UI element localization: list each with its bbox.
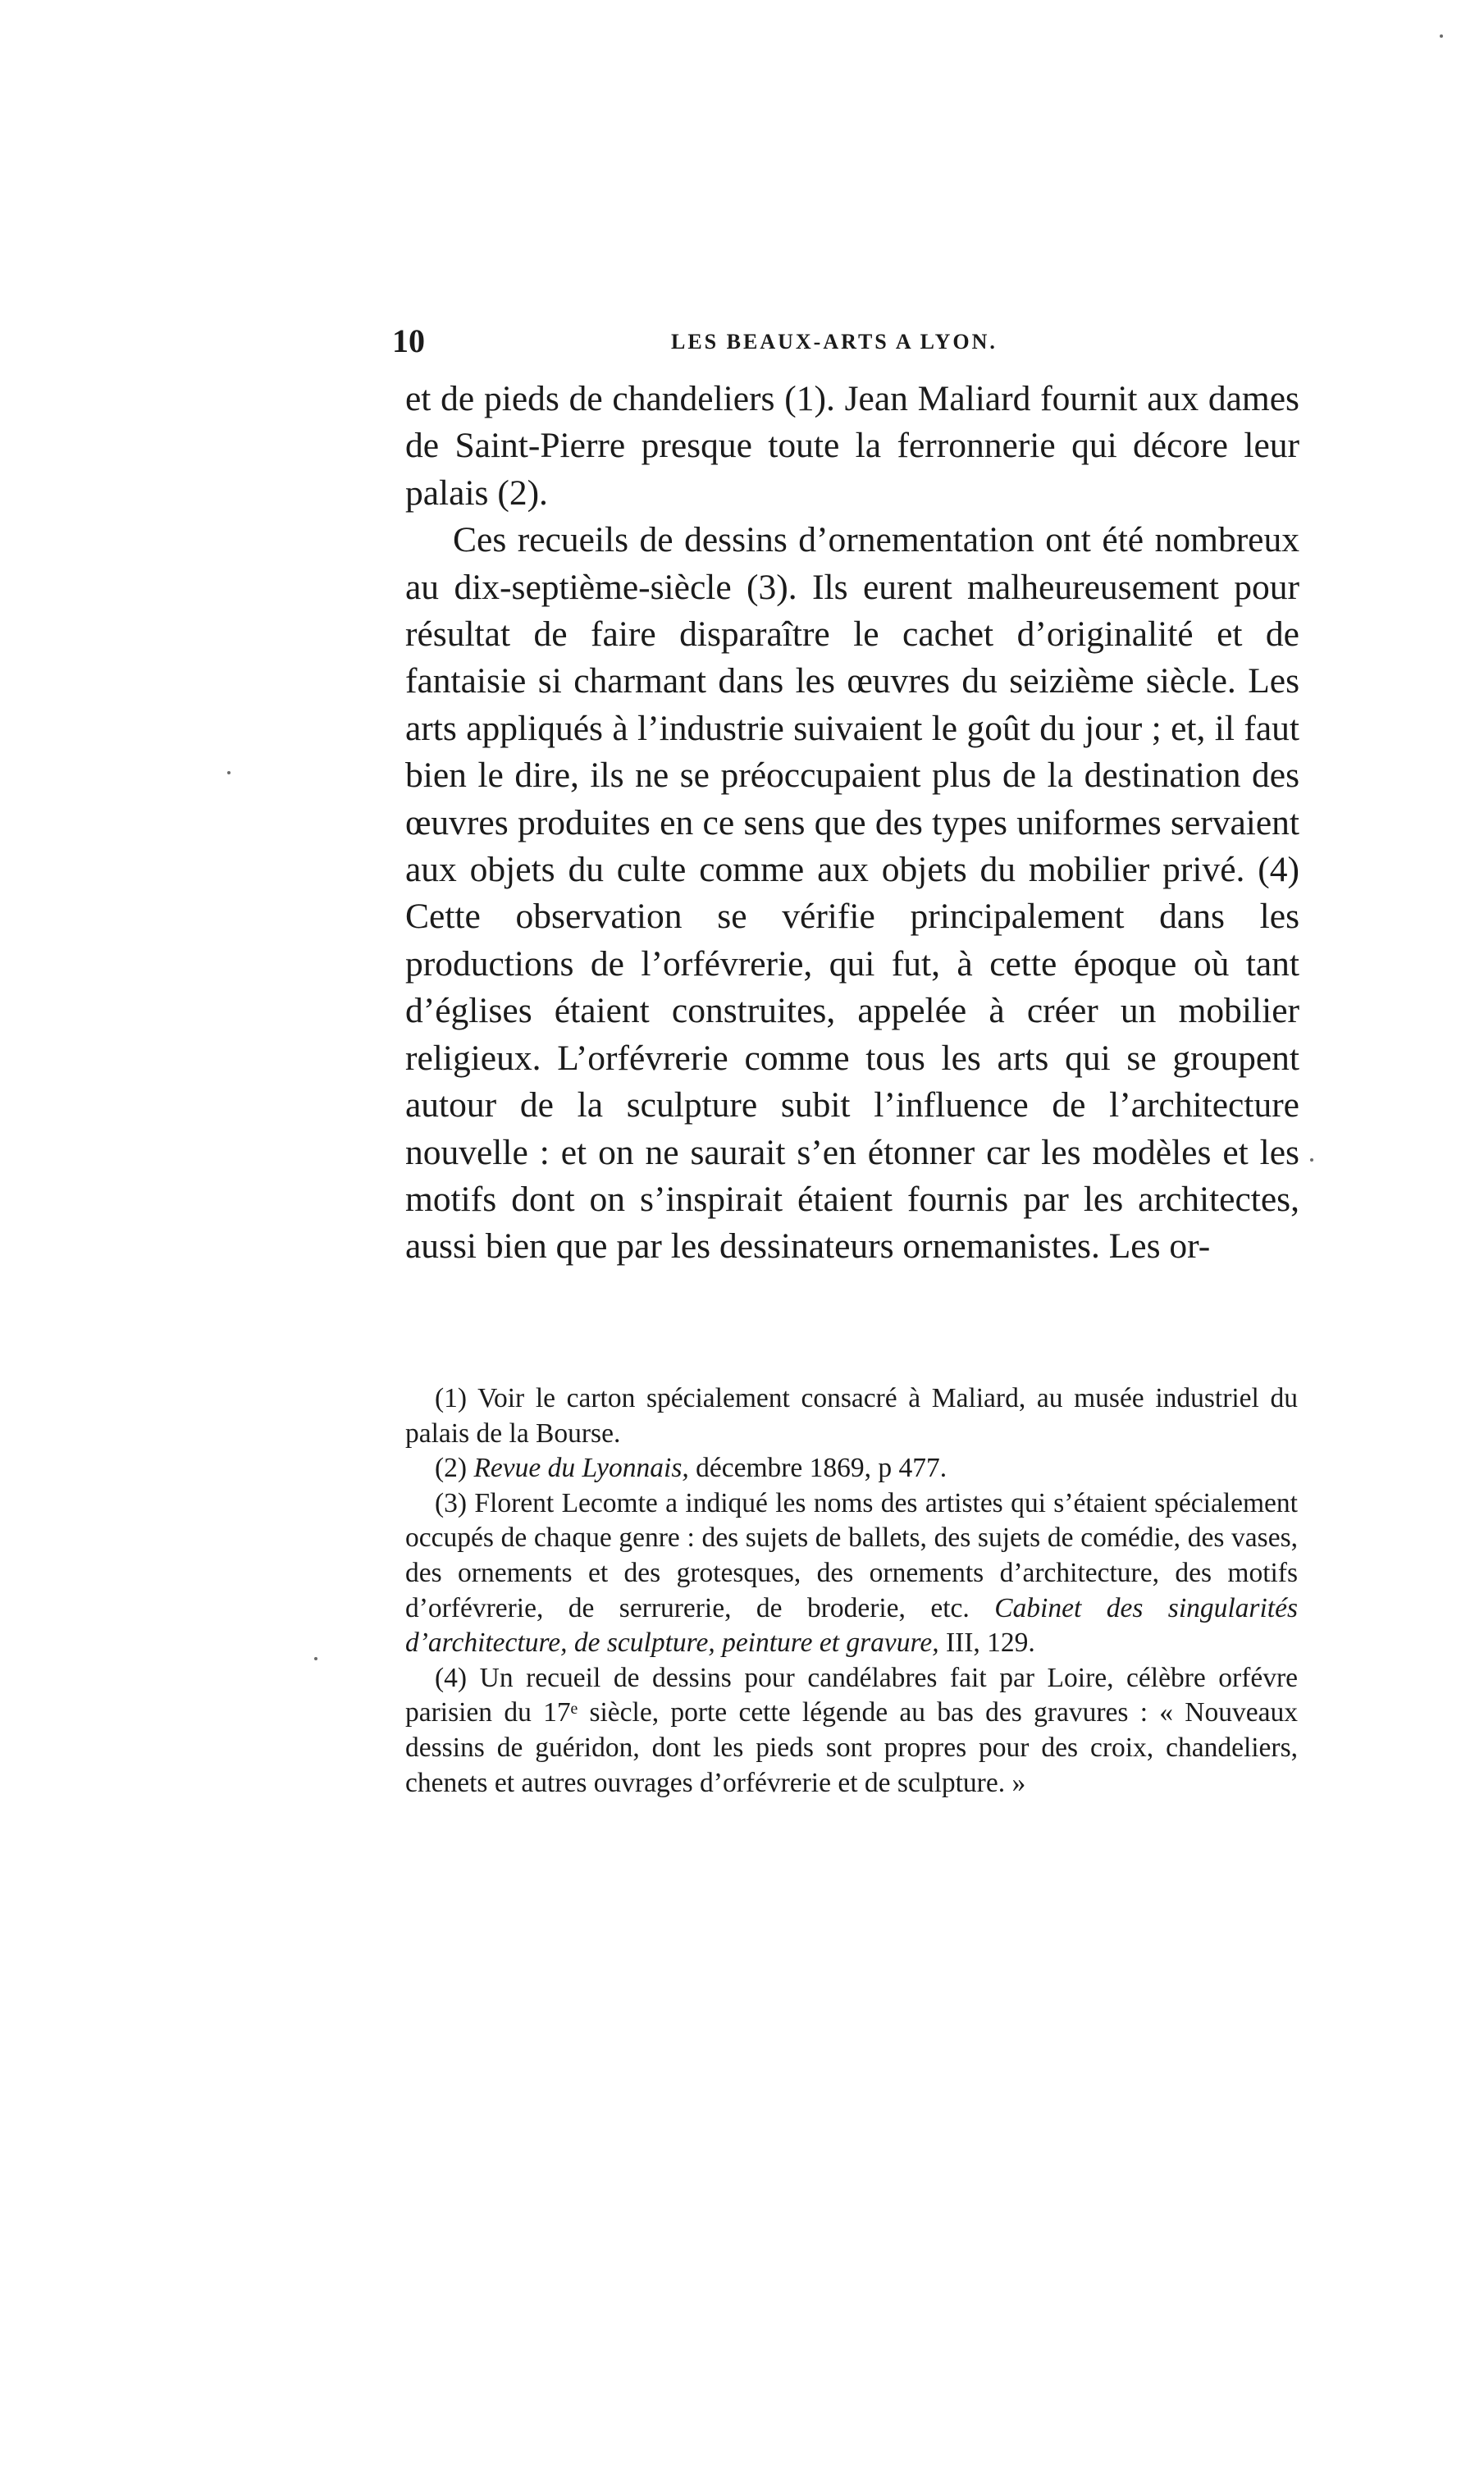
paper-speck — [227, 771, 231, 774]
main-text — [405, 376, 1299, 1271]
footnote-2-title: Revue du Lyonnais, — [473, 1453, 689, 1484]
footnote-3-rest: III, 129. — [938, 1628, 1035, 1659]
footnote-3 — [405, 1486, 1298, 1661]
running-title: LES BEAUX-ARTS A LYON. — [671, 330, 998, 354]
footnote-1: (1) Voir le carton spécialement consacré à Maliard, au musée industriel du palais de la Bourse. — [405, 1383, 1298, 1449]
footnote-2-rest: décembre 1869, p 477. — [688, 1453, 947, 1484]
paragraph-1: et de pieds de chandeliers (1). Jean Maliard fournit aux dames de Saint-Pierre presque toute la ferronnerie qui décore leur palais (2). — [405, 379, 1299, 513]
paper-speck — [314, 1657, 317, 1660]
page-number: 10 — [392, 322, 425, 359]
footnote-3-title: Cabinet des singularités d’architecture, de sculpture, peinture et gravure, — [405, 1592, 1298, 1659]
paper-speck — [1310, 1158, 1313, 1162]
footnote-2-number: (2) — [435, 1453, 474, 1484]
paper-speck — [1440, 34, 1443, 38]
footnote-2 — [405, 1451, 1298, 1486]
footnote-3-text: (3) Florent Lecomte a indiqué les noms des artistes qui s’étaient spécialement occupés de chaque genre : des sujets de ballets, des sujets de comédie, des vases, des ornements et des grotesques, des ornements d’architecture, des motifs d’orfévrerie, de serrurerie, de broderie, etc. — [405, 1487, 1298, 1623]
page-header — [392, 322, 1299, 368]
paragraph-2: Ces recueils de dessins d’ornementation ont été nombreux au dix-septième-siècle (3). Ils eurent malheureusement pour résultat de faire disparaître le cachet d’originalité et de fantaisie si charmant dans les œuvres du seizième siècle. Les arts appliqués à l’industrie suivaient le goût du jour ; et, il faut bien le dire, ils ne se préoccupaient plus de la destination des œuvres produites en ce sens que des types uniformes servaient aux objets du culte comme aux objets du mobilier privé. (4) Cette observation se vérifie principalement dans les productions de l’orfévrerie, qui fut, à cette époque où tant d’églises étaient construites, appelée à créer un mobilier religieux. L’orfévrerie comme tous les arts qui se groupent autour de la sculpture subit l’influence de l’architecture nouvelle : et on ne saurait s’en étonner car les modèles et les motifs dont on s’inspirait étaient fournis par les architectes, aussi bien que par les dessinateurs ornemanistes. Les or- — [405, 520, 1299, 1267]
footnote-4: (4) Un recueil de dessins pour candélabres fait par Loire, célèbre orfévre parisien du 17ᵉ siècle, porte cette légende au bas des gravures : « Nouveaux dessins de guéridon, dont les pieds sont propres pour des croix, chandeliers, chenets et autres ouvrages d’orfévrerie et de sculpture. » — [405, 1662, 1298, 1798]
footnotes — [405, 1381, 1298, 1801]
